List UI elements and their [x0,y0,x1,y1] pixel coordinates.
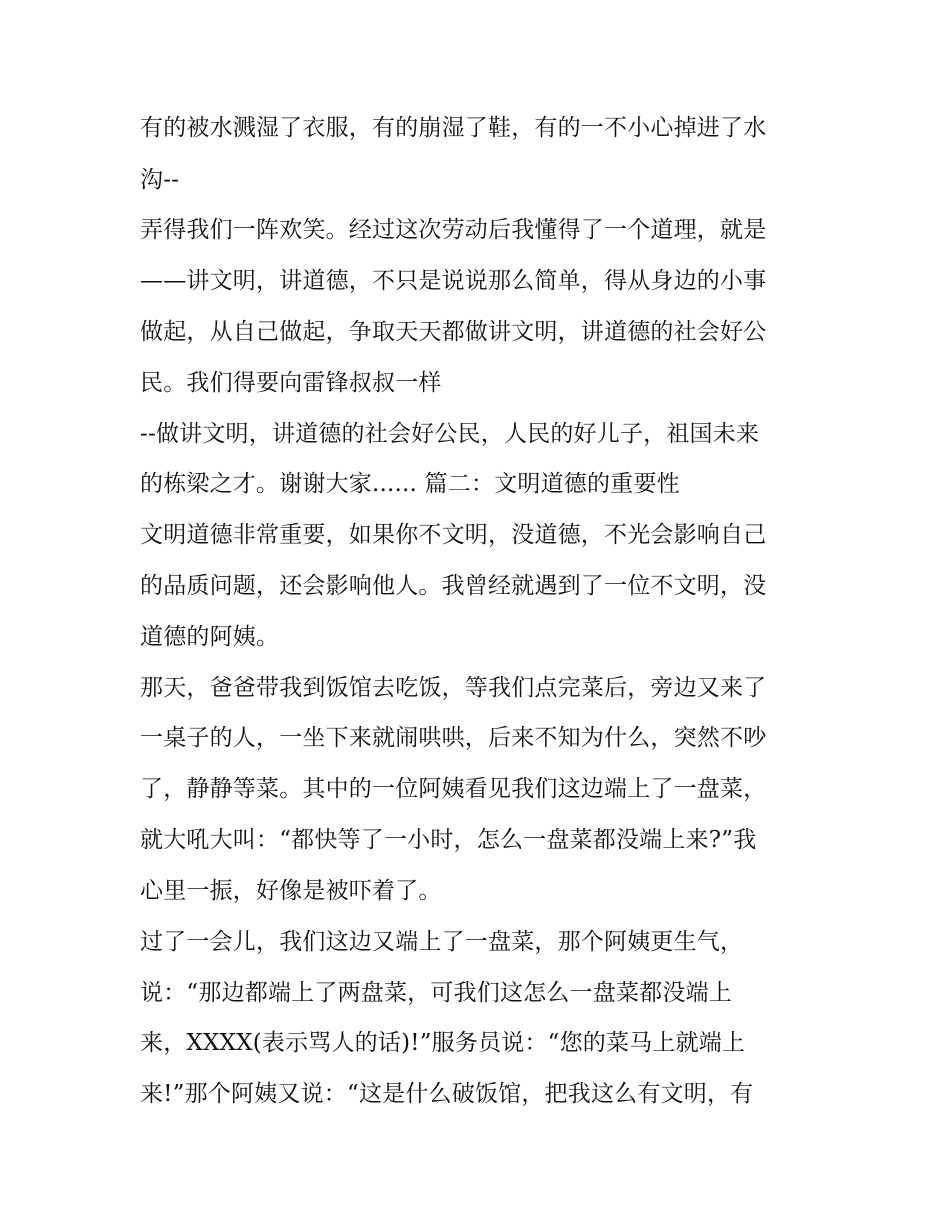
text-line: 过了一会儿，我们这边又端上了一盘菜，那个阿姨更生气， [140,929,744,955]
text-line: 来!”那个阿姨又说：“这是什么破饭馆，把我这么有文明，有 [140,1081,754,1107]
text-line: 民。我们得要向雷锋叔叔一样 [140,370,442,396]
text-line: 说：“那边都端上了两盘菜，可我们这怎么一盘菜都没端上 [140,980,732,1006]
text-line: 有的被水溅湿了衣服，有的崩湿了鞋，有的一不小心掉进了水 [140,115,767,141]
text-line: 就大吼大叫：“都快等了一小时，怎么一盘菜都没端上来?”我 [140,827,757,853]
text-line: 了，静静等菜。其中的一位阿姨看见我们这边端上了一盘菜， [140,776,767,802]
text-line: 文明道德非常重要，如果你不文明，没道德，不光会影响自己 [140,522,767,548]
text-line: --做讲文明，讲道德的社会好公民，人民的好儿子，祖国未来 [140,421,760,447]
text-line: 沟-- [140,167,180,193]
text-line: 那天，爸爸带我到饭馆去吃饭，等我们点完菜后，旁边又来了 [140,675,767,701]
text-line: 弄得我们一阵欢笑。经过这次劳动后我懂得了一个道理，就是 [140,217,767,243]
text-line: 的栋梁之才。谢谢大家...... 篇二：文明道德的重要性 [140,471,680,497]
text-line: 道德的阿姨。 [140,624,280,650]
text-line: 做起，从自己做起，争取天天都做讲文明，讲道德的社会好公 [140,319,767,345]
text-line: ——讲文明，讲道德，不只是说说那么简单，得从身边的小事 [140,268,767,294]
text-line: 来，XXXX(表示骂人的话)!”服务员说：“您的菜马上就端上 [140,1030,746,1056]
text-line: 的品质问题，还会影响他人。我曾经就遇到了一位不文明，没 [140,573,767,599]
text-line: 心里一振，好像是被吓着了。 [140,878,442,904]
text-line: 一桌子的人，一坐下来就闹哄哄，后来不知为什么，突然不吵 [140,725,767,751]
